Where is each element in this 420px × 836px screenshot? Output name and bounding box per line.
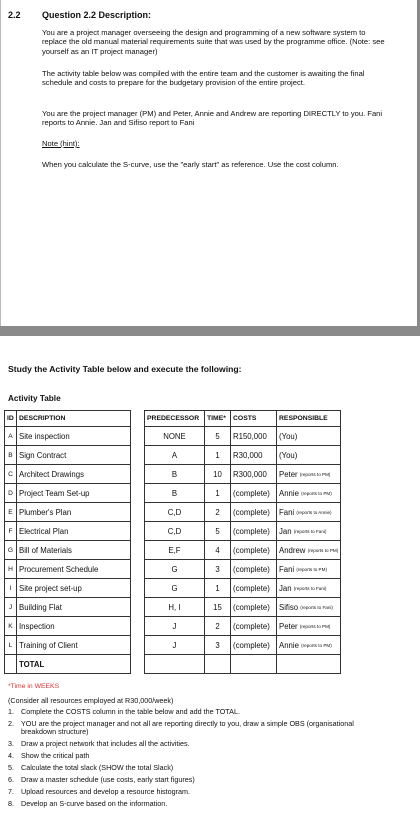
question-paragraph-1: You are a project manager overseeing the design and programming of a new software system to replace the old manual material requirements suite that was used by the programme office. (Note: see yourself as an IT project manager) <box>42 28 385 56</box>
table-row <box>5 522 341 541</box>
task-item <box>8 740 378 748</box>
cell-id: A <box>5 427 17 446</box>
cell-id: I <box>5 579 17 598</box>
header-gap <box>131 411 145 427</box>
responsible-name: Fani <box>279 564 295 574</box>
cell-cost: (complete) <box>231 503 277 522</box>
task-list <box>8 708 378 812</box>
cell-predecessor: C,D <box>145 503 205 522</box>
cell-predecessor: NONE <box>145 427 205 446</box>
cell-description: Site project set-up <box>17 579 131 598</box>
cell-responsible <box>277 598 341 617</box>
task-item <box>8 800 378 808</box>
responsible-reporting-note: (reports to Fani) <box>293 585 327 591</box>
cell-time: 4 <box>205 541 231 560</box>
cell-gap <box>131 541 145 560</box>
header-time: TIME* <box>205 411 231 427</box>
activity-table <box>4 410 341 674</box>
table-row <box>5 636 341 655</box>
table-row <box>5 503 341 522</box>
cell-predecessor: J <box>145 617 205 636</box>
responsible-reporting-note: (reports to Fani) <box>293 528 327 534</box>
header-predecessor: PREDECESSOR <box>145 411 205 427</box>
cell-id: C <box>5 465 17 484</box>
responsible-name: Jan <box>279 526 292 536</box>
table-row <box>5 465 341 484</box>
table-row <box>5 598 341 617</box>
task-text: Upload resources and develop a resource histogram. <box>21 787 191 796</box>
cell-gap <box>131 522 145 541</box>
cell-predecessor: C,D <box>145 522 205 541</box>
responsible-reporting-note: (reports to PM) <box>301 490 332 496</box>
cell-cost: (complete) <box>231 636 277 655</box>
cell-predecessor: A <box>145 446 205 465</box>
header-responsible: RESPONSIBLE <box>277 411 341 427</box>
page-border-left <box>0 0 1 330</box>
cell-responsible <box>277 446 341 465</box>
cell-time: 3 <box>205 636 231 655</box>
total-resp-cell <box>277 655 341 674</box>
task-number: 2. <box>8 719 14 728</box>
task-item <box>8 752 378 760</box>
cell-time: 1 <box>205 484 231 503</box>
cell-time: 2 <box>205 503 231 522</box>
cell-id: B <box>5 446 17 465</box>
task-item <box>8 720 378 736</box>
cell-time: 10 <box>205 465 231 484</box>
responsible-reporting-note: (reports to Fani) <box>300 604 333 610</box>
page-separator <box>0 326 420 336</box>
responsible-name: (You) <box>279 431 298 441</box>
cell-id: G <box>5 541 17 560</box>
table-row <box>5 541 341 560</box>
task-item <box>8 708 378 716</box>
responsible-reporting-note: (reports to PM) <box>301 642 332 648</box>
responsible-name: Jan <box>279 583 292 593</box>
cell-id: H <box>5 560 17 579</box>
cell-gap <box>131 579 145 598</box>
cell-gap <box>131 636 145 655</box>
cell-cost: (complete) <box>231 617 277 636</box>
cell-id: D <box>5 484 17 503</box>
cell-time: 2 <box>205 617 231 636</box>
responsible-name: (You) <box>279 450 298 460</box>
cell-id: F <box>5 522 17 541</box>
cell-time: 3 <box>205 560 231 579</box>
total-cost-cell <box>231 655 277 674</box>
cell-predecessor: G <box>145 579 205 598</box>
cell-gap <box>131 617 145 636</box>
cell-description: Site inspection <box>17 427 131 446</box>
task-text: YOU are the project manager and not all are reporting directly to you, draw a simple OBS (organisational breakdown structure) <box>21 719 354 736</box>
task-item <box>8 776 378 784</box>
header-id: ID <box>5 411 17 427</box>
cell-cost: (complete) <box>231 484 277 503</box>
cell-description: Procurement Schedule <box>17 560 131 579</box>
cell-predecessor: B <box>145 465 205 484</box>
cell-time: 15 <box>205 598 231 617</box>
question-number: 2.2 <box>8 10 21 20</box>
cell-cost: R300,000 <box>231 465 277 484</box>
total-time-cell <box>205 655 231 674</box>
task-text: Draw a master schedule (use costs, early start figures) <box>21 775 195 784</box>
cell-responsible <box>277 579 341 598</box>
cell-cost: (complete) <box>231 522 277 541</box>
cell-gap <box>131 484 145 503</box>
total-gap-cell <box>131 655 145 674</box>
document-page-1 <box>0 0 420 326</box>
table-header-row <box>5 411 341 427</box>
cell-description: Inspection <box>17 617 131 636</box>
responsible-name: Peter <box>279 469 298 479</box>
time-note: *Time in WEEKS <box>8 683 60 690</box>
task-item <box>8 788 378 796</box>
question-paragraph-2: The activity table below was compiled with the entire team and the customer is awaiting the final schedule and costs to prepare for the budgetary provision of the entire project. <box>42 69 365 88</box>
table-row <box>5 617 341 636</box>
hint-text: When you calculate the S-curve, use the "early start" as reference. Use the cost column. <box>42 160 339 169</box>
cell-responsible <box>277 522 341 541</box>
task-number: 6. <box>8 775 14 784</box>
responsible-name: Andrew <box>279 545 306 555</box>
consider-note: (Consider all resources employed at R30,000/week) <box>8 696 174 705</box>
cell-time: 5 <box>205 522 231 541</box>
cell-predecessor: B <box>145 484 205 503</box>
table-row <box>5 560 341 579</box>
activity-table-title: Activity Table <box>8 394 61 403</box>
total-pred-cell <box>145 655 205 674</box>
responsible-reporting-note: (reports to PM) <box>307 547 339 553</box>
cell-responsible <box>277 541 341 560</box>
task-text: Show the critical path <box>21 751 90 760</box>
cell-cost: (complete) <box>231 598 277 617</box>
header-description: DESCRIPTION <box>17 411 131 427</box>
total-id-cell <box>5 655 17 674</box>
cell-gap <box>131 465 145 484</box>
cell-id: L <box>5 636 17 655</box>
task-text: Draw a project network that includes all the activities. <box>21 739 190 748</box>
cell-description: Training of Client <box>17 636 131 655</box>
cell-id: E <box>5 503 17 522</box>
responsible-reporting-note: (reports to PM) <box>299 623 331 629</box>
cell-description: Bill of Materials <box>17 541 131 560</box>
cell-description: Project Team Set-up <box>17 484 131 503</box>
cell-cost: (complete) <box>231 560 277 579</box>
cell-id: K <box>5 617 17 636</box>
cell-predecessor: E,F <box>145 541 205 560</box>
task-text: Calculate the total slack (SHOW the total Slack) <box>21 763 174 772</box>
cell-predecessor: G <box>145 560 205 579</box>
cell-time: 1 <box>205 446 231 465</box>
cell-responsible <box>277 503 341 522</box>
table-body <box>5 427 341 655</box>
cell-description: Plumber's Plan <box>17 503 131 522</box>
table-row <box>5 484 341 503</box>
cell-time: 5 <box>205 427 231 446</box>
responsible-name: Fani <box>279 507 295 517</box>
cell-predecessor: H, I <box>145 598 205 617</box>
cell-cost: (complete) <box>231 579 277 598</box>
responsible-name: Sifiso <box>279 602 299 612</box>
total-label: TOTAL <box>17 655 131 674</box>
responsible-reporting-note: (reports to PM) <box>296 566 327 572</box>
cell-responsible <box>277 617 341 636</box>
task-number: 1. <box>8 707 14 716</box>
hint-label: Note (hint): <box>42 139 80 148</box>
responsible-name: Annie <box>279 488 299 498</box>
task-number: 7. <box>8 787 14 796</box>
cell-responsible <box>277 484 341 503</box>
cell-gap <box>131 427 145 446</box>
study-heading: Study the Activity Table below and execute the following: <box>8 364 242 374</box>
question-paragraph-3: You are the project manager (PM) and Peter, Annie and Andrew are reporting DIRECTLY to you. Fani reports to Annie. Jan and Sifiso report to Fani <box>42 109 383 128</box>
document-page-2 <box>0 336 420 836</box>
cell-responsible <box>277 427 341 446</box>
cell-description: Building Flat <box>17 598 131 617</box>
cell-responsible <box>277 636 341 655</box>
responsible-name: Peter <box>279 621 298 631</box>
responsible-reporting-note: (reports to PM) <box>299 471 331 477</box>
cell-description: Architect Drawings <box>17 465 131 484</box>
cell-id: J <box>5 598 17 617</box>
cell-description: Sign Contract <box>17 446 131 465</box>
cell-gap <box>131 503 145 522</box>
task-item <box>8 764 378 772</box>
cell-predecessor: J <box>145 636 205 655</box>
responsible-reporting-note: (reports to Annie) <box>296 509 332 515</box>
header-costs: COSTS <box>231 411 277 427</box>
task-number: 3. <box>8 739 14 748</box>
task-text: Complete the COSTS column in the table below and add the TOTAL. <box>21 707 240 716</box>
task-text: Develop an S-curve based on the information. <box>21 799 168 808</box>
cell-responsible <box>277 560 341 579</box>
cell-responsible <box>277 465 341 484</box>
responsible-name: Annie <box>279 640 299 650</box>
cell-gap <box>131 446 145 465</box>
cell-gap <box>131 560 145 579</box>
task-number: 4. <box>8 751 14 760</box>
task-number: 8. <box>8 799 14 808</box>
cell-cost: R30,000 <box>231 446 277 465</box>
question-title: Question 2.2 Description: <box>42 10 152 20</box>
task-number: 5. <box>8 763 14 772</box>
cell-cost: (complete) <box>231 541 277 560</box>
cell-gap <box>131 598 145 617</box>
table-row <box>5 427 341 446</box>
table-row <box>5 446 341 465</box>
cell-time: 1 <box>205 579 231 598</box>
total-row <box>5 655 341 674</box>
cell-cost: R150,000 <box>231 427 277 446</box>
table-row <box>5 579 341 598</box>
cell-description: Electrical Plan <box>17 522 131 541</box>
